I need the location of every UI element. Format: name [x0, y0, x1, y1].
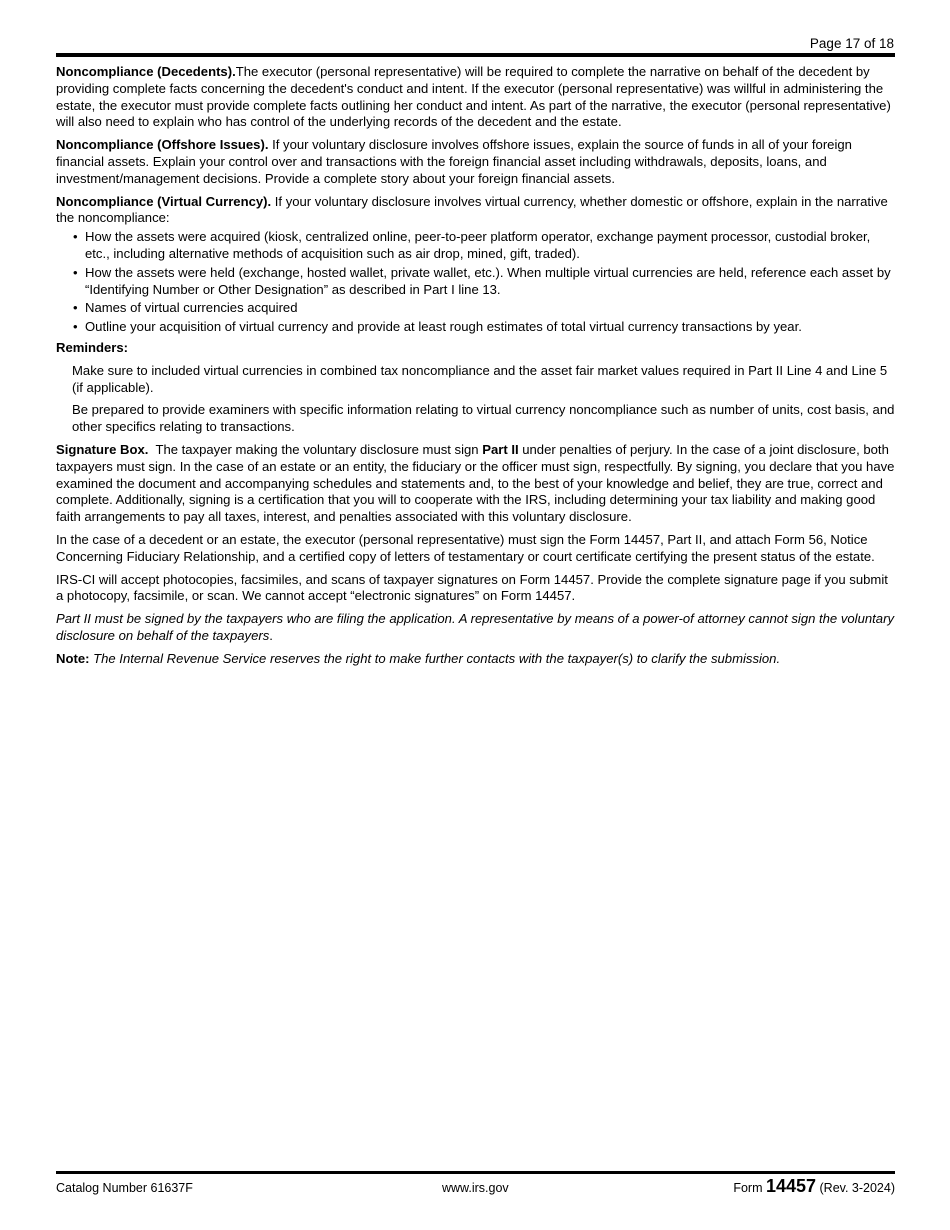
irs-ci-paragraph: IRS-CI will accept photocopies, facsimiles, and scans of taxpayer signatures on Form 14457. Provide the complete signature page if you submit a photocopy, facsimile, or scan. We cannot accept “electronic signatures” on Form 14457.	[56, 571, 888, 604]
signature-paragraph: Signature Box. The taxpayer making the voluntary disclosure must sign Part II under penalties of perjury. In the case of a joint disclosure, both taxpayers must sign. In the case of an estate or an entity, the fiduciary or the officer must sign, respectfully. By signing, you declare that you have examined the document and accompanying schedules and statements and, to the best of your knowledge and belief, they are true, correct and complete. Additionally, signing is a certification that you will to cooperate with the IRS, including determining your tax liability and making good faith arrangements to pay all taxes, interest, and penalties associated with this voluntary disclosure.	[56, 441, 895, 525]
part-ii-note-paragraph: Part II must be signed by the taxpayers who are filing the application. A representative by means of a power-of attorney cannot sign the voluntary disclosure on behalf of the taxpayers.	[56, 611, 894, 643]
form-identifier: Form 14457 (Rev. 3-2024)	[733, 1176, 895, 1196]
decedents-text: The executor (personal representative) will be required to complete the narrative on behalf of the decedent by providing complete facts concerning the decedent's conduct and intent. If the executor (personal representative) was willful in administering the estate, the executor must provide complete facts outlining her conduct and intent. As part of the narrative, the executor (personal representative) will also need to explain who has control of the underlying records of the decedent and the estate.	[56, 64, 891, 130]
offshore-heading: Noncompliance (Offshore Issues).	[56, 137, 269, 153]
virtual-currency-paragraph	[56, 194, 896, 228]
bottom-divider	[56, 1171, 895, 1174]
virtual-currency-list	[56, 229, 896, 336]
page-number: Page 17 of 18	[809, 36, 894, 51]
bullet-icon: •	[73, 264, 78, 280]
form-number: 14457	[765, 1176, 817, 1196]
list-item: • How the assets were acquired (kiosk, centralized online, peer-to-peer platform operator, exchange payment processor, custodial broker, etc., including alternative methods of acquisition such as air drop, mined, gift, traded).	[73, 229, 871, 261]
virtual-currency-text: If your voluntary disclosure involves virtual currency, whether domestic or offshore, explain in the narrative the noncompliance:	[56, 193, 888, 226]
instructions-body	[56, 64, 896, 674]
decedent-estate-paragraph: In the case of a decedent or an estate, the executor (personal representative) must sign the Form 14457, Part II, and attach Form 56, Notice Concerning Fiduciary Relationship, and a certified copy of letters of testamentary or court certificate certifying the present status of the estate.	[56, 531, 875, 564]
bullet-icon: •	[73, 229, 78, 245]
reminder-paragraph: Be prepared to provide examiners with specific information relating to virtual currency noncompliance such as number of units, cost basis, and other specifics relating to transactions.	[72, 402, 895, 435]
reminder-paragraph: Make sure to included virtual currencies in combined tax noncompliance and the asset fair market values required in Part II Line 4 and Line 5 (if applicable).	[72, 362, 888, 395]
website-link[interactable]: www.irs.gov	[442, 1181, 509, 1195]
offshore-text: If your voluntary disclosure involves offshore issues, explain the source of funds in all of your foreign financial assets. Explain your control over and transactions with the foreign financial asset including withdrawals, deposits, loans, and investment/management decisions. Provide a complete story about your foreign financial assets.	[56, 137, 852, 186]
bullet-icon: •	[73, 300, 78, 316]
decedents-paragraph	[56, 64, 896, 131]
offshore-paragraph	[56, 137, 896, 187]
footer	[56, 1176, 895, 1200]
decedents-heading: Noncompliance (Decedents).	[56, 64, 236, 79]
list-item: • Outline your acquisition of virtual currency and provide at least rough estimates of total virtual currency transactions by year.	[73, 319, 802, 335]
virtual-currency-heading: Noncompliance (Virtual Currency).	[56, 193, 272, 209]
note-paragraph: Note: The Internal Revenue Service reserves the right to make further contacts with the taxpayer(s) to clarify the submission.	[56, 650, 781, 666]
note-label: Note:	[56, 650, 90, 666]
bullet-icon: •	[73, 319, 78, 335]
catalog-number: Catalog Number 61637F	[56, 1181, 193, 1195]
reminders-heading: Reminders:	[56, 339, 129, 355]
signature-heading: Signature Box.	[56, 441, 149, 457]
part-ii-label: Part II	[482, 441, 519, 457]
list-item: • Names of virtual currencies acquired	[73, 300, 298, 316]
list-item: • How the assets were held (exchange, hosted wallet, private wallet, etc.). When multiple virtual currencies are held, reference each asset by “Identifying Number or Other Designation” as described in Part I line 13.	[73, 264, 891, 297]
top-divider	[56, 53, 895, 57]
